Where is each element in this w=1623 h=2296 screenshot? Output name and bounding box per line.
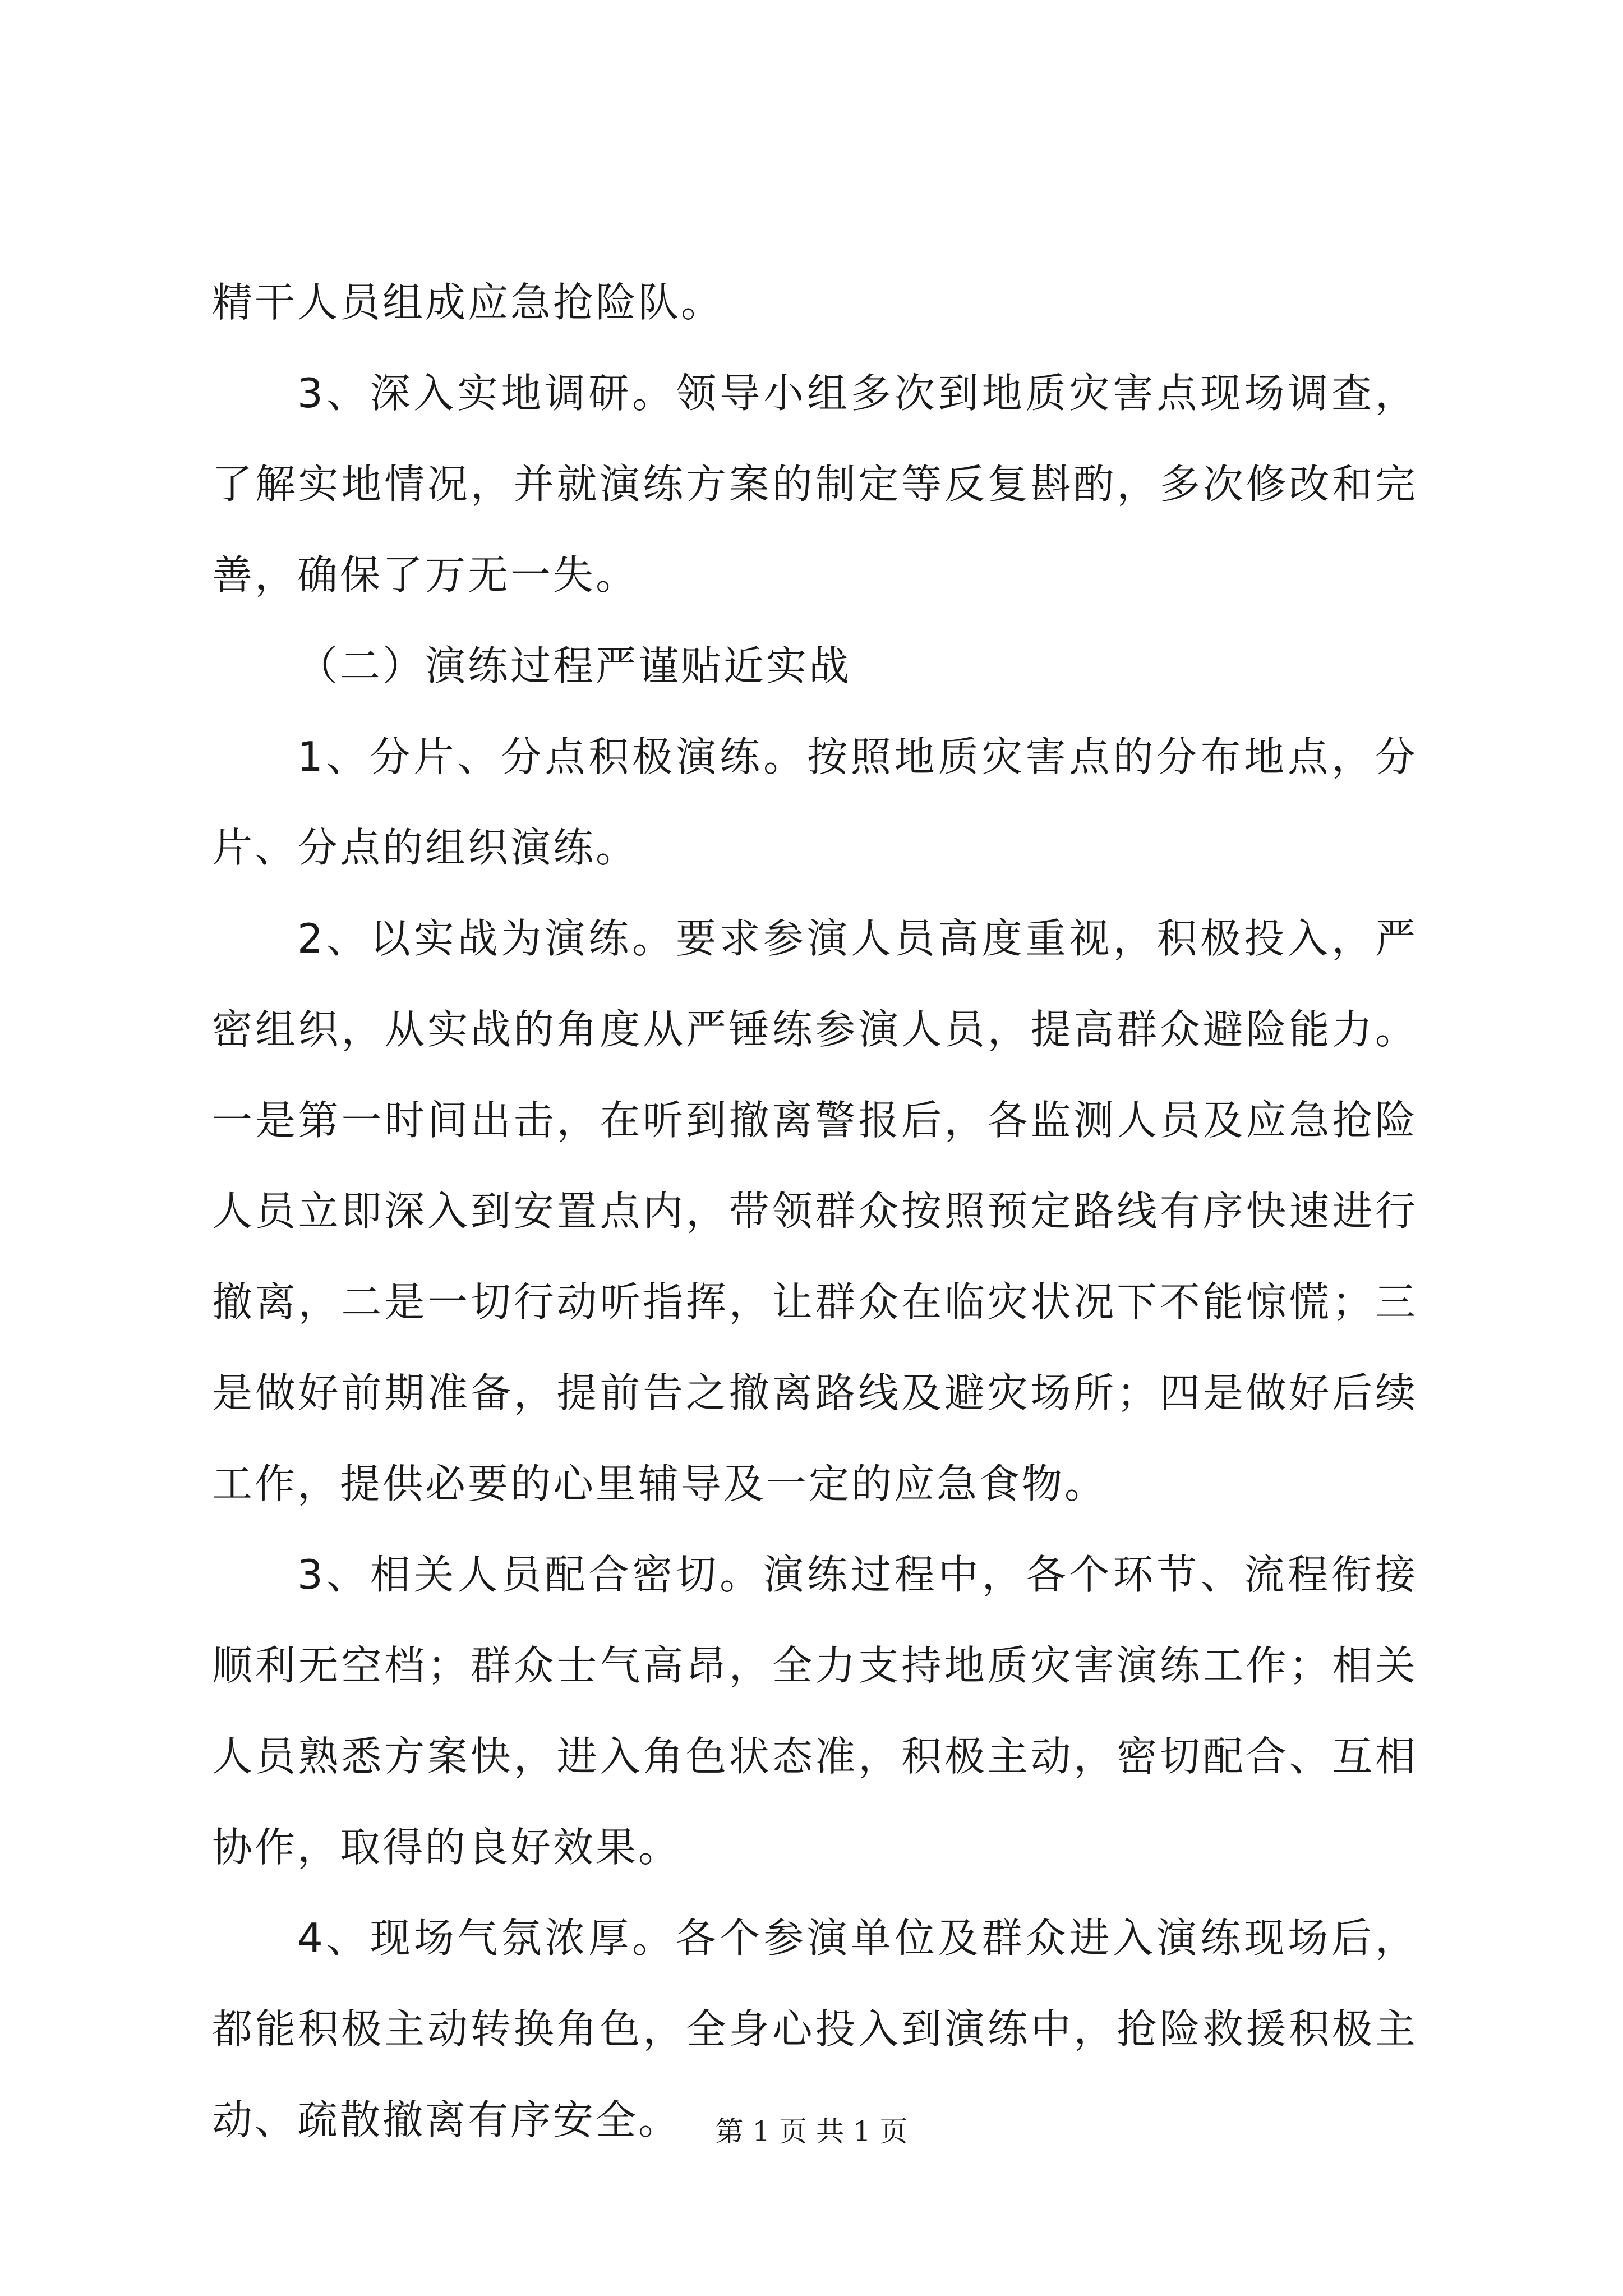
section-heading: （二）演练过程严谨贴近实战 (297, 642, 852, 689)
page-footer: 第 1 页 共 1 页 (715, 2115, 908, 2148)
paragraph-6: 3、相关人员配合密切。演练过程中，各个环节、流程衔接顺利无空档；群众士气高昂，全力支持地质灾害演练工作；相关人员熟悉方案快，进入角色状态准，积极主动，密切配合、互相协作，取得的良好效果。 (212, 1551, 1418, 1871)
paragraph-2: 3、深入实地调研。领导小组多次到地质灾害点现场调查，了解实地情况，并就演练方案的制定等反复斟酌，多次修改和完善，确保了万无一失。 (212, 370, 1418, 599)
paragraph-7: 4、现场气氛浓厚。各个参演单位及群众进入演练现场后，都能积极主动转换角色，全身心投入到演练中，抢险救援积极主动、疏散撤离有序安全。 (212, 1915, 1418, 2143)
document-body (212, 257, 1418, 2165)
paragraph-5: 2、以实战为演练。要求参演人员高度重视，积极投入，严密组织，从实战的角度从严锤练参演人员，提高群众避险能力。一是第一时间出击，在听到撤离警报后，各监测人员及应急抢险人员立即深入到安置点内，带领群众按照预定路线有序快速进行撤离，二是一切行动听指挥，让群众在临灾状况下不能惊慌；三是做好前期准备，提前告之撤离路线及避灾场所；四是做好后续工作，提供必要的心里辅导及一定的应急食物。 (212, 915, 1418, 1507)
paragraph-4: 1、分片、分点积极演练。按照地质灾害点的分布地点，分片、分点的组织演练。 (212, 733, 1418, 871)
paragraph-1: 精干人员组成应急抢险队。 (212, 279, 724, 326)
